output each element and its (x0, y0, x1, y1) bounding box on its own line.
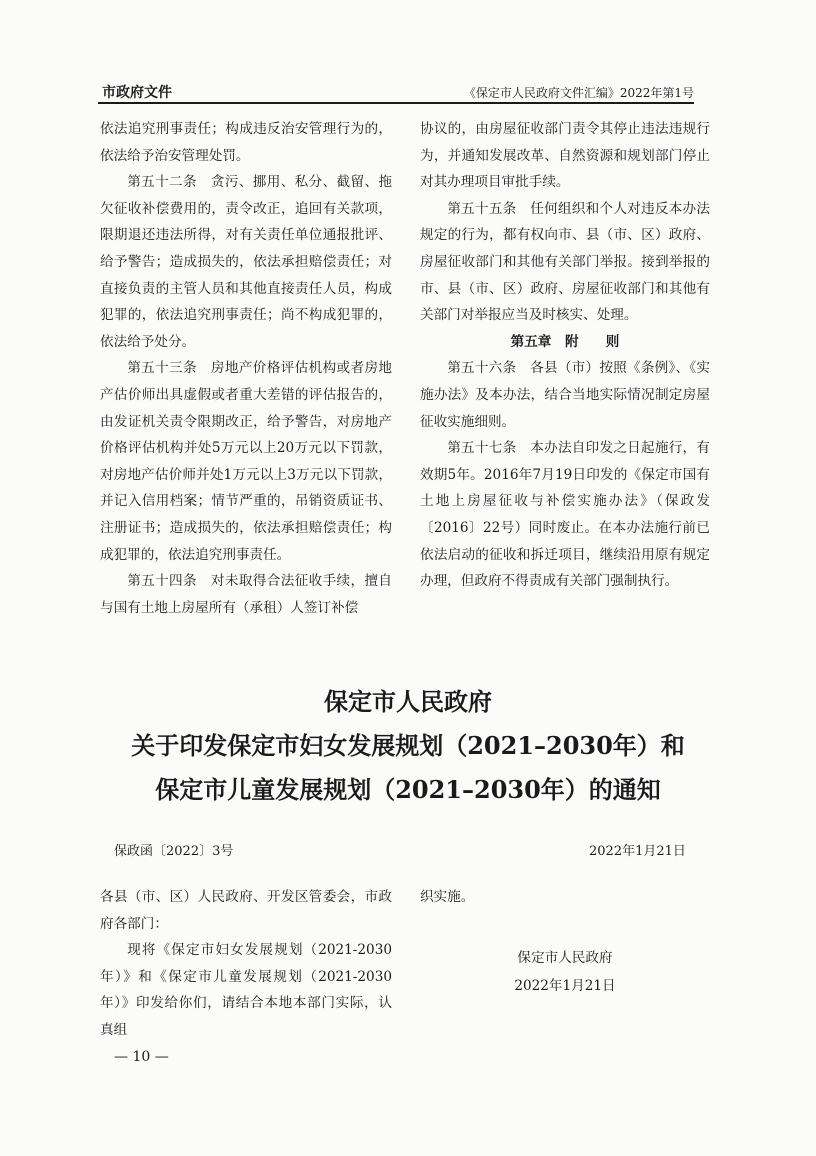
signature-block (420, 944, 710, 1000)
signature-organization: 保定市人民政府 (517, 950, 613, 966)
right-column (420, 116, 710, 595)
header-publication-title: 《保定市人民政府文件汇编》2022年第1号 (463, 86, 694, 100)
article-57: 第五十七条 本办法自印发之日起施行，有效期5年。2016年7月19日印发的《保定市国有土地上房屋征收与补偿实施办法》（保政发〔2016〕22号）同时废止。在本办法施行前已依法启动的征收和拆迁项目，继续沿用原有规定办理，但政府不得责成有关部门强制执行。 (420, 440, 710, 590)
notice-title-line-3: 保定市儿童发展规划（2021–2030年）的通知 (155, 775, 661, 804)
document-number: 保政函〔2022〕3号 (114, 844, 234, 859)
left-column (100, 116, 392, 621)
notice-title (60, 680, 756, 812)
notice-paragraph: 现将《保定市妇女发展规划（2021-2030年）》和《保定市儿童发展规划（2021-2030年）》印发给你们，请结合本地本部门实际，认真组 (100, 942, 392, 1038)
notice-body-continued: 织实施。 (420, 889, 475, 905)
article-53: 第五十三条 房地产价格评估机构或者房地产估价师出具虚假或者重大差错的评估报告的，由发证机关责令限期改正，给予警告，对房地产价格评估机构并处5万元以上20万元以下罚款，对房地产估价师并处1万元以上3万元以下罚款，并记入信用档案；情节严重的，吊销资质证书、注册证书；造成损失的，依法承担赔偿责任；构成犯罪的，依法追究刑事责任。 (100, 360, 392, 563)
notice-title-line-2: 关于印发保定市妇女发展规划（2021–2030年）和 (131, 731, 685, 760)
paragraph: 协议的，由房屋征收部门责令其停止违法违规行为，并通知发展改革、自然资源和规划部门停止对其办理项目审批手续。 (420, 121, 710, 191)
article-55: 第五十五条 任何组织和个人对违反本办法规定的行为，都有权向市、县（市、区）政府、房屋征收部门和其他有关部门举报。接到举报的市、县（市、区）政府、房屋征收部门和其他有关部门对举报应当及时核实、处理。 (420, 200, 710, 324)
notice-title-line-1: 保定市人民政府 (324, 687, 492, 716)
notice-body (100, 884, 392, 1044)
document-date: 2022年1月21日 (589, 844, 686, 859)
header-section-title: 市政府文件 (102, 85, 172, 101)
page-number: — 10 — (114, 1049, 169, 1065)
signature-date: 2022年1月21日 (514, 978, 616, 994)
addressee: 各县（市、区）人民政府、开发区管委会，市政府各部门： (100, 889, 392, 932)
chapter-heading (420, 329, 710, 356)
chapter-heading-text: 第五章 附 则 (510, 333, 620, 350)
running-header (98, 80, 694, 104)
article-54: 第五十四条 对未取得合法征收手续，擅自与国有土地上房屋所有（承租）人签订补偿 (100, 573, 392, 616)
paragraph: 依法追究刑事责任；构成违反治安管理行为的，依法给予治安管理处罚。 (100, 121, 392, 164)
article-56: 第五十六条 各县（市）按照《条例》、《实施办法》及本办法，结合当地实际情况制定房屋征收实施细则。 (420, 360, 710, 430)
article-52: 第五十二条 贪污、挪用、私分、截留、拖欠征收补偿费用的，责令改正，追回有关款项，限期退还违法所得，对有关责任单位通报批评、给予警告；造成损失的，依法承担赔偿责任；对直接负责的主管人员和其他直接责任人员，构成犯罪的，依法追究刑事责任；尚不构成犯罪的，依法给予处分。 (100, 174, 392, 350)
